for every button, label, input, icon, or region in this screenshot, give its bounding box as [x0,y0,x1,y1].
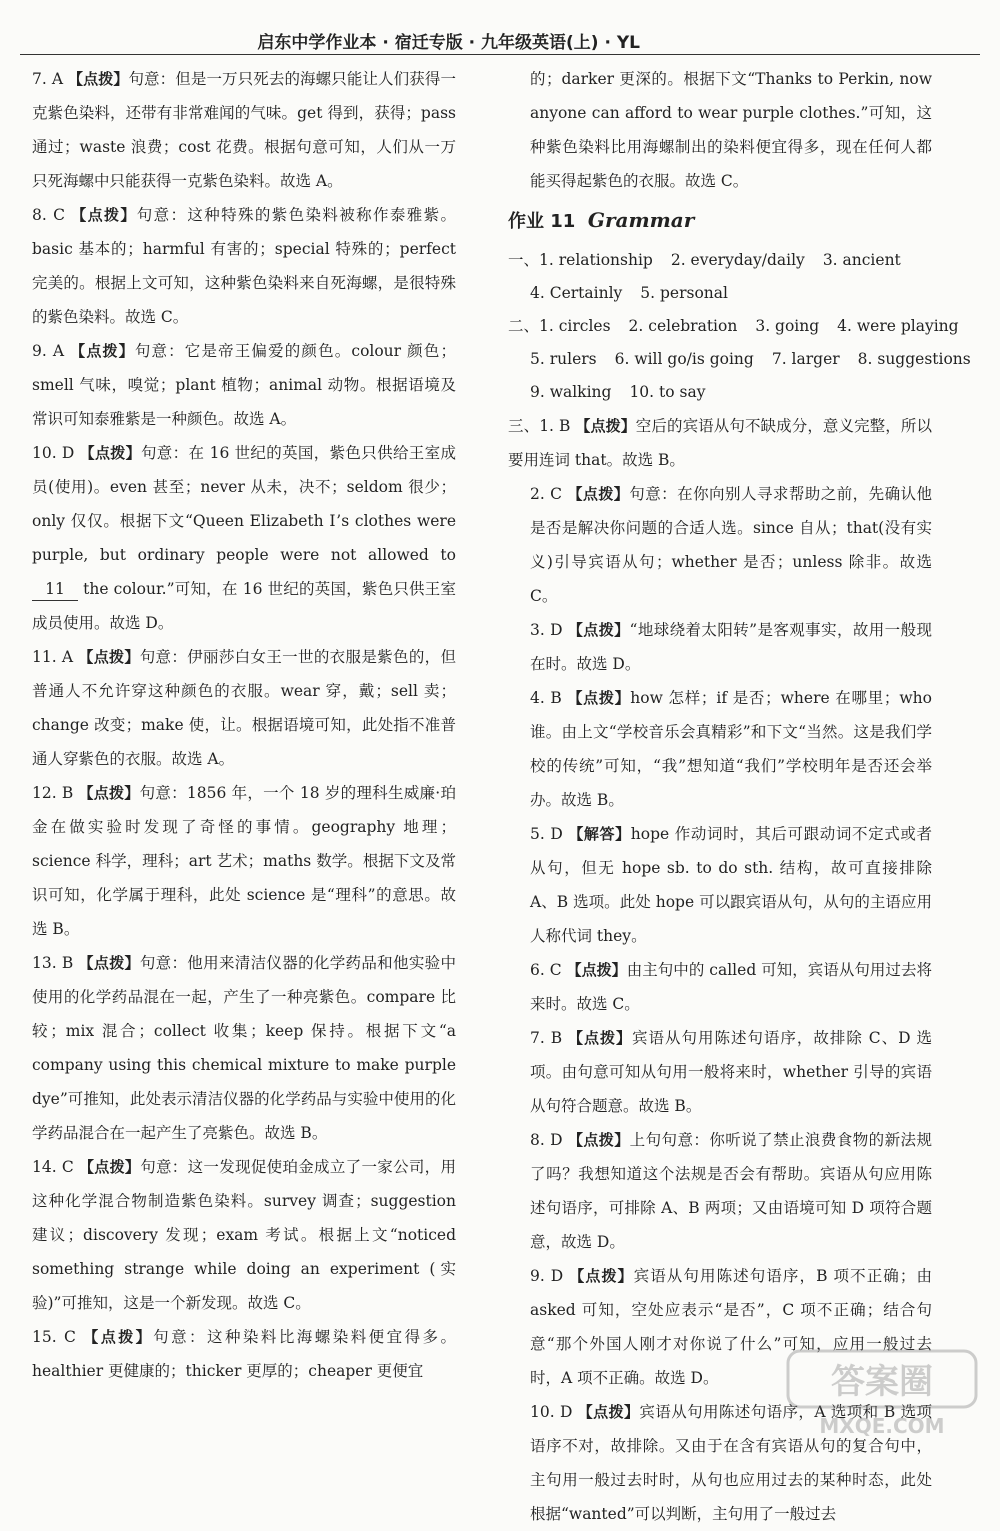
answer-item: 7. B 【点拨】宾语从句用陈述句语序，故排除 C、D 选项。由句意可知从句用一般将来时，whether 引导的宾语从句符合题意。故选 B。 [530,1029,932,1115]
left-column [32,62,456,1388]
answer-item: 12. B 【点拨】句意：1856 年，一个 18 岁的理科生威廉·珀金在做实验时发现了奇怪的事情。geography 地理；science 科学，理科；art 艺术；maths 数学。根据下文及常识可知，化学属于理科，此处 science 是“理科”的意思。故选 B。 [32,784,456,938]
continued-text: 的；darker 更深的。根据下文“Thanks to Perkin, now anyone can afford to wear purple clothes.”可知，这种紫色染料比用海螺制出的染料便宜得多，现在任何人都能买得起紫色的衣服。故选 C。 [530,70,932,190]
part-one-row: 一、1. relationship 2. everyday/daily 3. ancient [508,251,901,269]
answer-item: 4. B 【点拨】how 怎样；if 是否；where 在哪里；who 谁。由上文“学校音乐会真精彩”和下文“当然。这是我们学校的传统”可知，“我”想知道“我们”学校明年是否还会举办。故选 B。 [530,689,932,809]
part-two-row: 9. walking 10. to say [530,383,706,401]
answer-item: 10. D 【点拨】句意：在 16 世纪的英国，紫色只供给王室成员(使用)。even 甚至；never 从未，决不；seldom 很少；only 仅仅。根据下文“Queen Elizabeth Ⅰ’s clothes were purple, but ordinary people were not allowed to 11 the colour.”可知，在 16 世纪的英国，紫色只供王室成员使用。故选 D。 [32,444,456,632]
part-one-row: 4. Certainly 5. personal [530,284,728,302]
answer-item: 6. C 【点拨】由主句中的 called 可知，宾语从句用过去将来时。故选 C。 [530,961,932,1013]
page-header [20,26,980,55]
watermark-logo [782,1343,982,1443]
answer-item: 13. B 【点拨】句意：他用来清洁仪器的化学药品和他实验中使用的化学药品混在一起，产生了一种亮紫色。compare 比较；mix 混合；collect 收集；keep 保持。根据下文“a company using this chemical mixture to make purple dye”可推知，此处表示清洁仪器的化学药品与实验中使用的化学药品混合在一起产生了亮紫色。故选 B。 [32,954,456,1142]
answer-item: 11. A 【点拨】句意：伊丽莎白女王一世的衣服是紫色的，但普通人不允许穿这种颜色的衣服。wear 穿，戴；sell 卖；change 改变；make 使，让。根据语境可知，此处指不准普通人穿紫色的衣服。故选 A。 [32,648,456,768]
header-title: 启东中学作业本 · 宿迁专版 · 九年级英语(上) · YL [257,33,640,53]
answer-item: 8. C 【点拨】句意：这种特殊的紫色染料被称作泰雅紫。basic 基本的；harmful 有害的；special 特殊的；perfect 完美的。根据上文可知，这种紫色染料来自死海螺，是很特殊的紫色染料。故选 C。 [32,206,456,326]
answer-item: 10. D 【点拨】宾语从句用陈述句语序，A 选项和 B 选项语序不对，故排除。又由于在含有宾语从句的复合句中，主句用一般过去时时，从句也应用过去的某种时态，此处根据“wanted”可以判断，主句用了一般过去 [530,1403,932,1523]
answer-item: 9. D 【点拨】宾语从句用陈述句语序，B 项不正确；由 asked 可知，空处应表示“是否”，C 项不正确；结合句意“那个外国人刚才对你说了什么”可知，应用一般过去时，A 项不正确。故选 D。 [530,1267,932,1387]
answer-item: 2. C 【点拨】句意：在你向别人寻求帮助之前，先确认他是否是解决你问题的合适人选。since 自从；that(没有实义)引导宾语从句；whether 是否；unless 除非。故选 C。 [530,485,932,605]
answer-item: 3. D 【点拨】“地球绕着太阳转”是客观事实，故用一般现在时。故选 D。 [530,621,932,673]
answer-item: 5. D 【解答】hope 作动词时，其后可跟动词不定式或者从句，但无 hope sb. to do sth. 结构，故可直接排除 A、B 选项。此处 hope 可以跟宾语从句，从句的主语应用人称代词 they。 [530,825,932,945]
answer-item: 14. C 【点拨】句意：这一发现促使珀金成立了一家公司，用这种化学混合物制造紫色染料。survey 调查；suggestion 建议；discovery 发现；exam 考试。根据上文“noticed something strange while doing an experiment (实验)”可推知，这是一个新发现。故选 C。 [32,1158,456,1312]
right-column [508,62,971,1531]
answer-item: 三、1. B 【点拨】空后的宾语从句不缺成分，意义完整，所以要用连词 that。故选 B。 [508,417,932,469]
watermark-text: 答案圈 [831,1362,933,1402]
part-two-row: 二、1. circles 2. celebration 3. going 4. were playing [508,317,959,335]
section-title: 作业 11 Grammar [508,208,695,232]
blank-number: 11 [32,578,78,601]
answer-item: 15. C 【点拨】句意：这种染料比海螺染料便宜得多。healthier 更健康的；thicker 更厚的；cheaper 更便宜 [32,1328,456,1380]
answer-item: 8. D 【点拨】上句句意：你听说了禁止浪费食物的新法规了吗？我想知道这个法规是否会有帮助。宾语从句应用陈述句语序，可排除 A、B 两项；又由语境可知 D 项符合题意，故选 D。 [530,1131,932,1251]
answer-item: 7. A 【点拨】句意：但是一万只死去的海螺只能让人们获得一克紫色染料，还带有非常难闻的气味。get 得到，获得；pass 通过；waste 浪费；cost 花费。根据句意可知，人们从一万只死海螺中只能获得一克紫色染料。故选 A。 [32,70,456,190]
watermark-url: MXQE.COM [819,1414,945,1438]
part-two-row: 5. rulers 6. will go/is going 7. larger 8. suggestions [530,350,971,368]
answer-item: 9. A 【点拨】句意：它是帝王偏爱的颜色。colour 颜色；smell 气味，嗅觉；plant 植物；animal 动物。根据语境及常识可知泰雅紫是一种颜色。故选 A。 [32,342,456,428]
